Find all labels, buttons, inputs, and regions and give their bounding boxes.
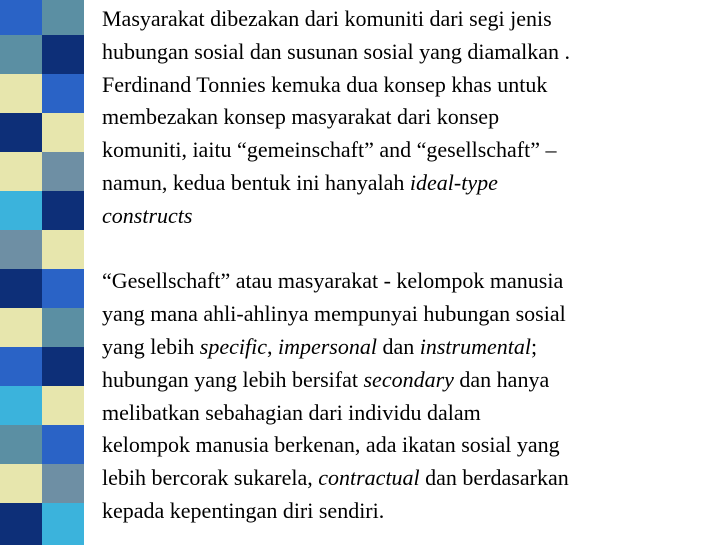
decorative-square [42, 386, 84, 428]
italic-term: specific [199, 333, 267, 359]
paragraph-gap [102, 233, 718, 266]
decorative-square [0, 0, 42, 38]
text-line: membezakan konsep masyarakat dari konsep [102, 104, 500, 130]
text-line: komuniti, iaitu “gemeinschaft” and “gesellschaft” – [102, 137, 557, 163]
decorative-square [0, 425, 42, 467]
text-run: dan hanya [453, 366, 550, 392]
text-run: lebih bercorak sukarela, [102, 465, 319, 491]
decorative-square [42, 269, 84, 311]
text-line: kelompok manusia berkenan, ada ikatan sosial yang [102, 432, 560, 458]
decorative-square [42, 425, 84, 467]
text-line: hubungan sosial dan susunan sosial yang diamalkan . [102, 38, 571, 64]
text-line [102, 462, 718, 495]
decorative-square [0, 464, 42, 506]
decorative-square [42, 464, 84, 506]
decorative-square [42, 191, 84, 233]
decorative-square [42, 152, 84, 194]
text-run: hubungan yang lebih bersifat [102, 366, 364, 392]
italic-term: constructs [102, 202, 193, 228]
text-line: “Gesellschaft” atau masyarakat - kelompok manusia [102, 268, 564, 294]
text-run: yang lebih [102, 333, 200, 359]
decorative-square [0, 113, 42, 155]
text-run: dan berdasarkan [419, 465, 569, 491]
decorative-square [0, 308, 42, 350]
decorative-square [42, 113, 84, 155]
text-line [102, 167, 718, 200]
text-line: melibatkan sebahagian dari individu dalam [102, 399, 481, 425]
text-line: Ferdinand Tonnies kemuka dua konsep khas untuk [102, 71, 548, 97]
italic-term: instrumental [419, 333, 531, 359]
text-run: ; [530, 333, 538, 359]
decorative-sidebar [0, 0, 84, 546]
decorative-square [42, 308, 84, 350]
text-run: namun, kedua bentuk ini hanyalah [102, 169, 410, 195]
text-line: kepada kepentingan diri sendiri. [102, 497, 385, 523]
slide-body [102, 3, 718, 528]
italic-term: secondary [363, 366, 454, 392]
italic-term: impersonal [277, 333, 377, 359]
decorative-square [42, 503, 84, 545]
text-line: Masyarakat dibezakan dari komuniti dari segi jenis [102, 6, 552, 31]
text-line [102, 331, 718, 364]
paragraph-gesellschaft [102, 265, 718, 527]
paragraph-community-vs-society [102, 3, 718, 233]
text-line [102, 200, 718, 233]
decorative-square [42, 0, 84, 38]
decorative-square [0, 74, 42, 116]
decorative-square [0, 269, 42, 311]
decorative-square [0, 152, 42, 194]
decorative-square [0, 35, 42, 77]
text-run: , [266, 333, 278, 359]
decorative-square [0, 347, 42, 389]
decorative-square [0, 386, 42, 428]
decorative-square [42, 347, 84, 389]
decorative-square [42, 74, 84, 116]
text-line [102, 364, 718, 397]
decorative-square [42, 230, 84, 272]
decorative-square [0, 230, 42, 272]
decorative-square [0, 503, 42, 545]
decorative-square [0, 191, 42, 233]
text-run: dan [376, 333, 420, 359]
decorative-square [42, 35, 84, 77]
italic-term: ideal-type [409, 169, 498, 195]
text-line: yang mana ahli-ahlinya mempunyai hubungan sosial [102, 301, 566, 327]
italic-term: contractual [318, 465, 420, 491]
